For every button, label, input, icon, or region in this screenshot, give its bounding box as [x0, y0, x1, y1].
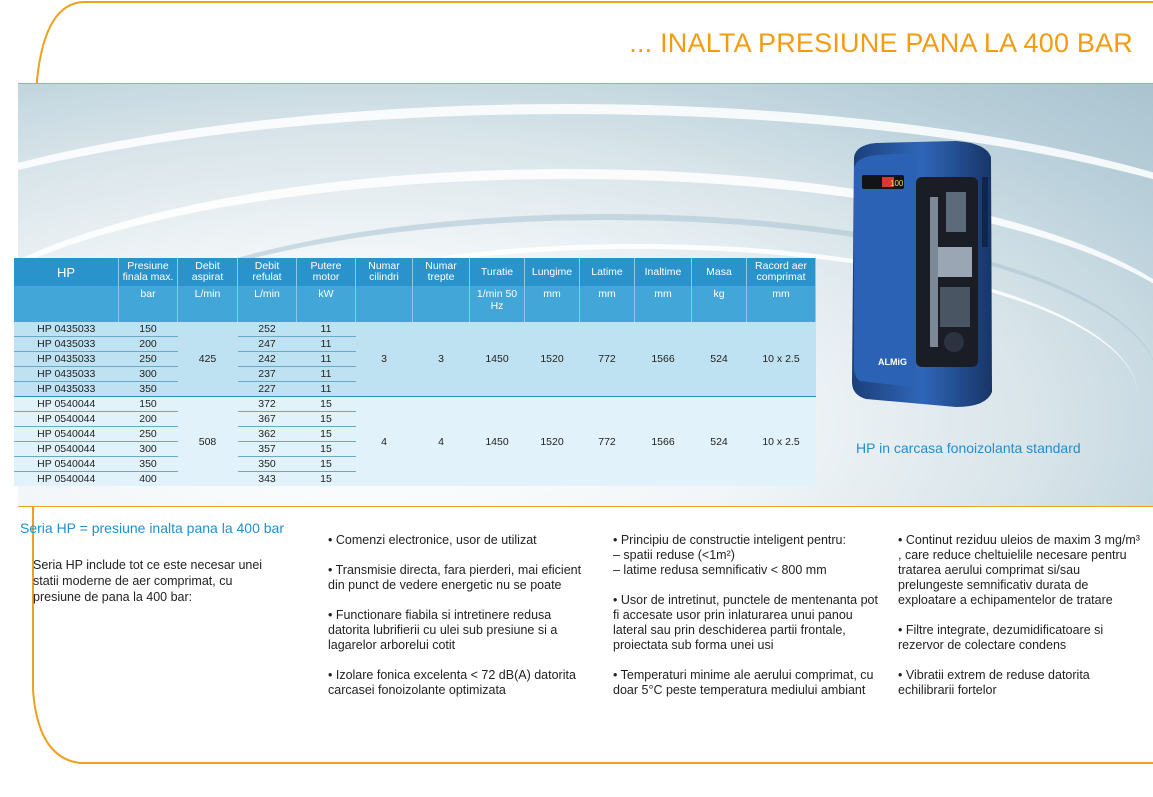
pressure-cell: 300 [119, 367, 178, 382]
table-row [14, 397, 816, 412]
aspirat-cell: 508 [178, 397, 238, 487]
col-header: Putere motor [297, 258, 356, 286]
feature-item: • Izolare fonica excelenta < 72 dB(A) datorita carcasei fonoizolante optimizata [328, 668, 576, 697]
power-cell: 15 [297, 412, 356, 427]
refulat-cell: 367 [238, 412, 297, 427]
masa-cell: 524 [692, 397, 747, 487]
model-cell: HP 0435033 [14, 367, 119, 382]
feature-sub-item: – spatii reduse (<1m²) [613, 548, 735, 562]
col-header: Masa [692, 258, 747, 286]
feature-item: • Functionare fiabila si intretinere redusa datorita lubrifierii cu ulei sub presiune si a lagarelor arborelui cotit [328, 608, 558, 652]
inaltime-cell: 1566 [635, 397, 692, 487]
col-header: Latime [580, 258, 635, 286]
feature-item: • Continut reziduu uleios de maxim 3 mg/m³ , care reduce cheltuielile necesare pentru tratarea aerului comprimat si/sau prelungeste semnificativ durata de exploatare a echipamentelor de tratare [898, 533, 1140, 607]
unit-cell [14, 286, 119, 322]
image-caption: HP in carcasa fonoizolanta standard [856, 440, 1081, 456]
col-header: Debit refulat [238, 258, 297, 286]
power-cell: 11 [297, 322, 356, 337]
turatie-cell: 1450 [470, 397, 525, 487]
features-column-2 [613, 533, 879, 713]
trepte-cell: 3 [413, 322, 470, 397]
model-cell: HP 0435033 [14, 337, 119, 352]
refulat-cell: 242 [238, 352, 297, 367]
pressure-cell: 150 [119, 397, 178, 412]
cilindri-cell: 4 [356, 397, 413, 487]
model-cell: HP 0540044 [14, 472, 119, 487]
power-cell: 15 [297, 427, 356, 442]
power-cell: 15 [297, 457, 356, 472]
unit-cell: kW [297, 286, 356, 322]
feature-item: • Temperaturi minime ale aerului comprimat, cu doar 5°C peste temperatura mediului ambiant [613, 668, 874, 697]
trepte-cell: 4 [413, 397, 470, 487]
col-header: Numar trepte [413, 258, 470, 286]
unit-cell: L/min [178, 286, 238, 322]
racord-cell: 10 x 2.5 [747, 322, 816, 397]
table-row [14, 322, 816, 337]
refulat-cell: 357 [238, 442, 297, 457]
feature-sub-item: – latime redusa semnificativ < 800 mm [613, 563, 827, 577]
refulat-cell: 237 [238, 367, 297, 382]
lungime-cell: 1520 [525, 322, 580, 397]
model-cell: HP 0540044 [14, 427, 119, 442]
machine-display: 100 [890, 179, 904, 188]
model-cell: HP 0540044 [14, 442, 119, 457]
power-cell: 11 [297, 337, 356, 352]
intro-paragraph: Seria HP include tot ce este necesar unei statii moderne de aer comprimat, cu presiune de pana la 400 bar: [33, 558, 263, 604]
pressure-cell: 200 [119, 337, 178, 352]
aspirat-cell: 425 [178, 322, 238, 397]
col-header: Presiune finala max. [119, 258, 178, 286]
model-cell: HP 0540044 [14, 457, 119, 472]
latime-cell: 772 [580, 397, 635, 487]
lungime-cell: 1520 [525, 397, 580, 487]
model-cell: HP 0435033 [14, 322, 119, 337]
compressor-image [846, 137, 996, 417]
unit-cell: mm [635, 286, 692, 322]
unit-cell: mm [747, 286, 816, 322]
power-cell: 11 [297, 367, 356, 382]
feature-item: • Principiu de constructie inteligent pentru: [613, 533, 846, 547]
units-row [14, 286, 816, 322]
col-header: HP [14, 258, 119, 286]
latime-cell: 772 [580, 322, 635, 397]
racord-cell: 10 x 2.5 [747, 397, 816, 487]
unit-cell: mm [580, 286, 635, 322]
machine-logo: ALMiG [878, 357, 907, 367]
unit-cell [356, 286, 413, 322]
pressure-cell: 350 [119, 382, 178, 397]
unit-cell: 1/min 50 Hz [470, 286, 525, 322]
unit-cell [413, 286, 470, 322]
col-header: Numar cilindri [356, 258, 413, 286]
refulat-cell: 362 [238, 427, 297, 442]
refulat-cell: 252 [238, 322, 297, 337]
features-column-1 [328, 533, 590, 713]
turatie-cell: 1450 [470, 322, 525, 397]
inaltime-cell: 1566 [635, 322, 692, 397]
pressure-cell: 150 [119, 322, 178, 337]
model-cell: HP 0435033 [14, 382, 119, 397]
masa-cell: 524 [692, 322, 747, 397]
power-cell: 15 [297, 442, 356, 457]
feature-item: • Vibratii extrem de reduse datorita echilibrarii fortelor [898, 668, 1090, 697]
pressure-cell: 400 [119, 472, 178, 487]
power-cell: 11 [297, 382, 356, 397]
pressure-cell: 250 [119, 427, 178, 442]
col-header: Racord aer comprimat [747, 258, 816, 286]
refulat-cell: 350 [238, 457, 297, 472]
refulat-cell: 372 [238, 397, 297, 412]
model-cell: HP 0540044 [14, 412, 119, 427]
power-cell: 15 [297, 397, 356, 412]
unit-cell: mm [525, 286, 580, 322]
col-header: Lungime [525, 258, 580, 286]
unit-cell: L/min [238, 286, 297, 322]
section-heading: Seria HP = presiune inalta pana la 400 bar [20, 520, 284, 536]
feature-item: • Filtre integrate, dezumidificatoare si rezervor de colectare condens [898, 623, 1104, 652]
features-column-3 [898, 533, 1143, 713]
spec-table [14, 258, 816, 486]
col-header: Debit aspirat [178, 258, 238, 286]
refulat-cell: 343 [238, 472, 297, 487]
feature-item: • Usor de intretinut, punctele de mentenanta pot fi accesate usor prin inlaturarea unui panou lateral sau prin deschiderea partii frontale, proiectata sub forma unei usi [613, 593, 878, 652]
model-cell: HP 0435033 [14, 352, 119, 367]
model-cell: HP 0540044 [14, 397, 119, 412]
pressure-cell: 350 [119, 457, 178, 472]
power-cell: 11 [297, 352, 356, 367]
power-cell: 15 [297, 472, 356, 487]
pressure-cell: 300 [119, 442, 178, 457]
unit-cell: kg [692, 286, 747, 322]
table-header-row [14, 258, 816, 286]
refulat-cell: 227 [238, 382, 297, 397]
feature-item: • Comenzi electronice, usor de utilizat [328, 533, 537, 547]
refulat-cell: 247 [238, 337, 297, 352]
unit-cell: bar [119, 286, 178, 322]
page-title: ... INALTA PRESIUNE PANA LA 400 BAR [629, 28, 1133, 58]
feature-item: • Transmisie directa, fara pierderi, mai eficient din punct de vedere energetic nu se poate [328, 563, 582, 592]
col-header: Turatie [470, 258, 525, 286]
pressure-cell: 200 [119, 412, 178, 427]
cilindri-cell: 3 [356, 322, 413, 397]
col-header: Inaltime [635, 258, 692, 286]
pressure-cell: 250 [119, 352, 178, 367]
